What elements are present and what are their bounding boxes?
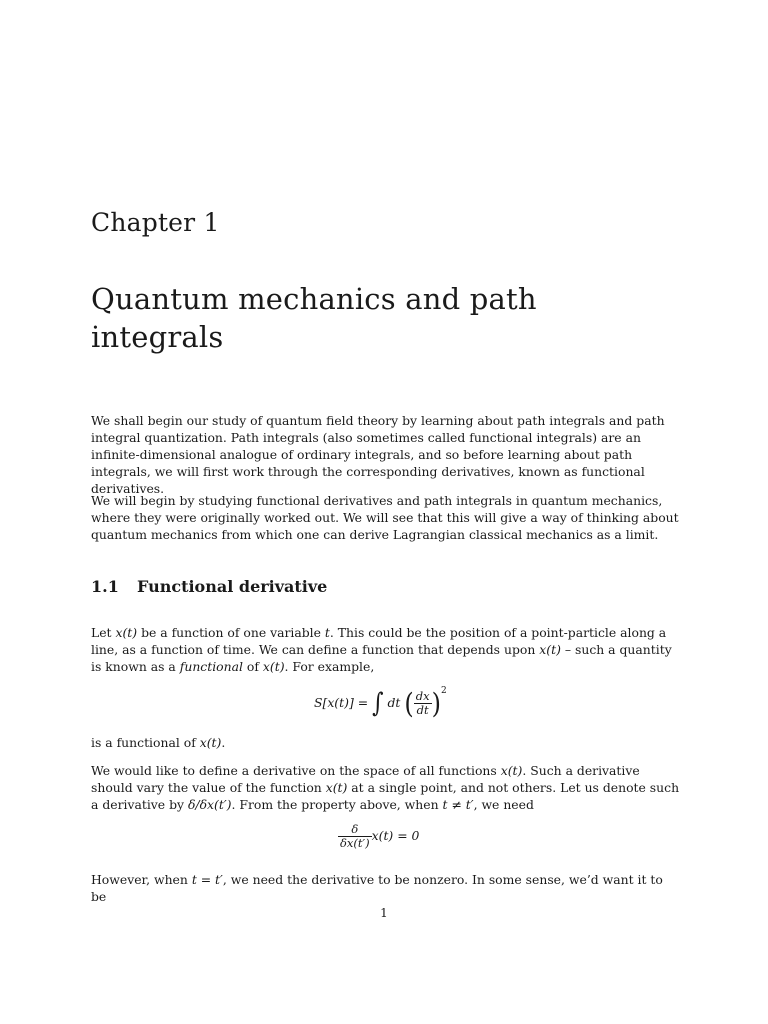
chapter-label: Chapter 1 bbox=[91, 208, 220, 237]
fraction-delta: $\frac{\delta}{\delta x(t')}$ bbox=[340, 822, 370, 850]
intro-paragraph-1: We shall begin our study of quantum field theory by learning about path integrals and path integral quantization. Path integrals (also sometimes called functional integrals) are an infinite-dimensional analogue of ordinary integrals, and so before learning about path integrals, we will first work through the corresponding derivatives, known as functional derivatives. bbox=[91, 413, 665, 496]
equation-functional-derivative: $\frac{\delta}{\delta x(t')}$ x(t) = 0 bbox=[340, 822, 420, 850]
fraction-dxdt: $\frac{dx}{dt}$ bbox=[415, 689, 430, 717]
page-number: 1 bbox=[380, 906, 388, 920]
body-paragraph-nonzero: However, when t = t′, we need the derivative to be nonzero. In some sense, we’d want it to be bbox=[91, 872, 663, 904]
section-number: 1.1 bbox=[91, 577, 119, 596]
intro-paragraph-2: We will begin by studying functional derivatives and path integrals in quantum mechanics, where they were originally worked out. We will see that this will give a way of thinking about quantum mechanics from which one can derive Lagrangian classical mechanics as a limit. bbox=[91, 493, 679, 542]
section-heading bbox=[91, 577, 327, 596]
body-paragraph-functional: Let x(t) be a function of one variable t. This could be the position of a point-particle along a line, as a function of time. We can define a function that depends upon x(t) – such a quantity is known as a functional of x(t). For example, bbox=[91, 625, 672, 674]
section-title: Functional derivative bbox=[137, 577, 328, 596]
body-paragraph-derivative: We would like to define a derivative on the space of all functions x(t). Such a derivative should vary the value of the function x(t) at a single point, and not others. Let us denote such a derivative by δ/δx(t′). From the property above, when t ≠ t′, we need bbox=[91, 763, 680, 812]
body-paragraph-functional-note: is a functional of x(t). bbox=[91, 735, 226, 750]
chapter-title: Quantum mechanics and path integrals bbox=[91, 282, 537, 354]
equation-action-functional: S[x(t)] = ∫ dt ( $\frac{dx}{dt}$ )$^2$ bbox=[314, 686, 447, 720]
integral-sign: ∫ bbox=[372, 688, 384, 719]
